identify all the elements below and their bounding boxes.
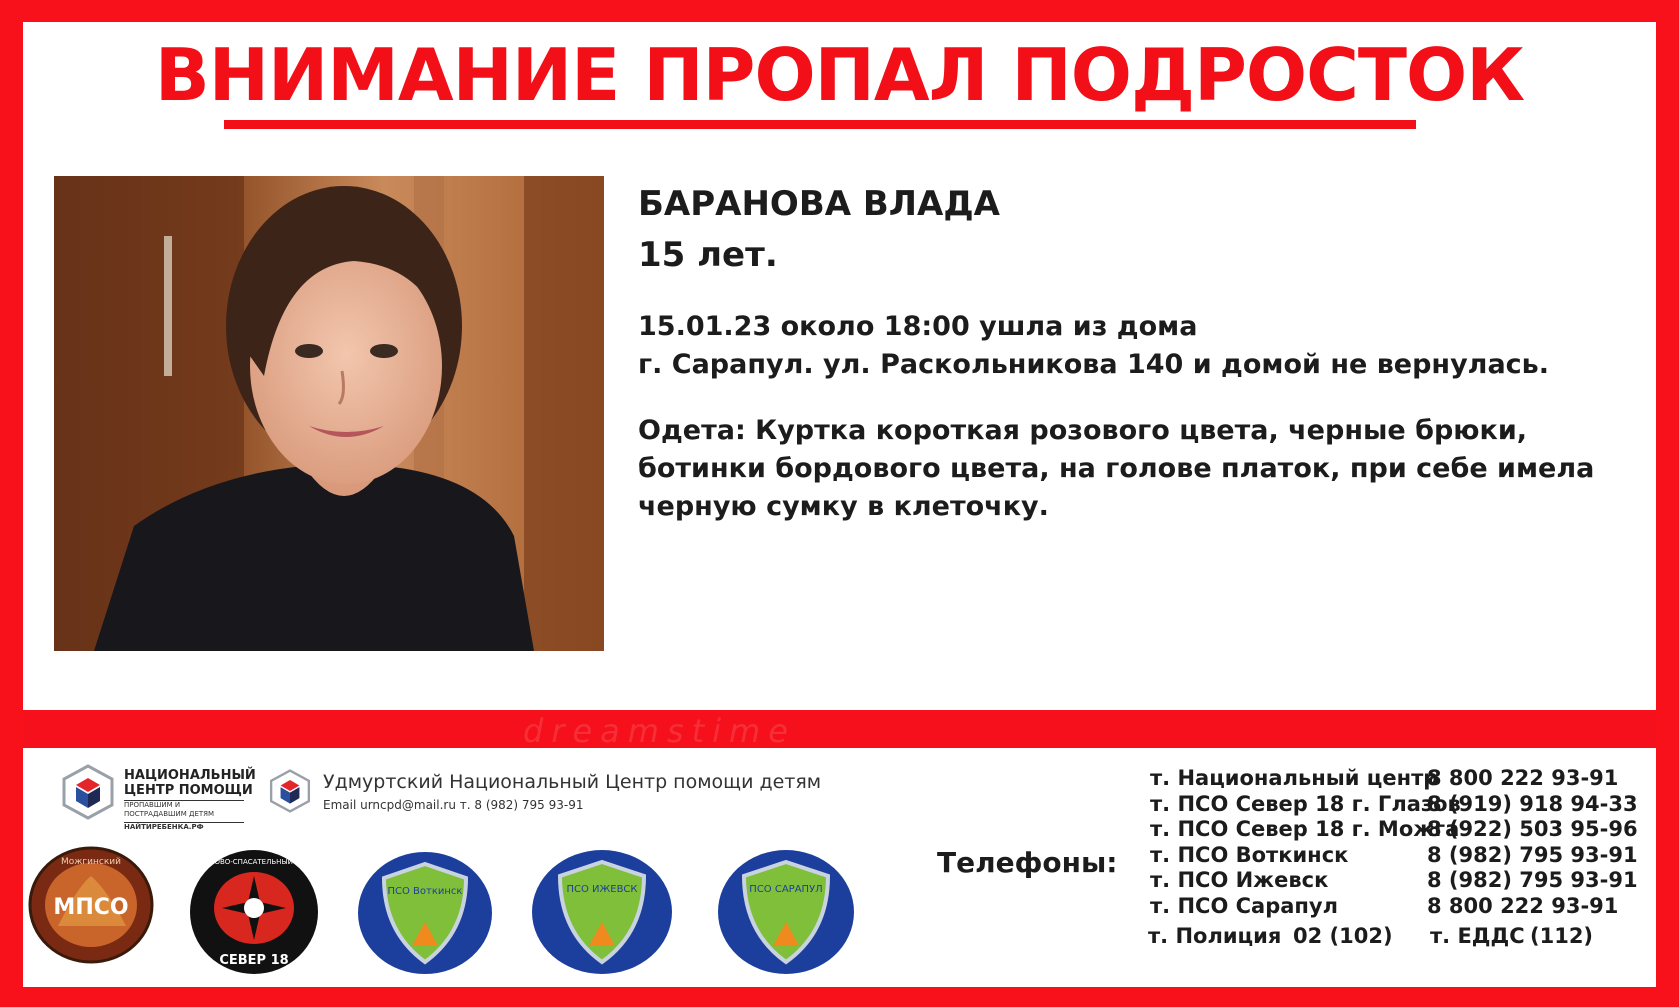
- phone-contact-name: т. ПСО Ижевск: [1150, 868, 1329, 892]
- logo-line: ЦЕНТР ПОМОЩИ: [124, 783, 253, 798]
- phones-label: Телефоны:: [937, 846, 1118, 879]
- phone-contact-name: т. Национальный центр: [1150, 766, 1439, 790]
- phone-row: [1150, 842, 1638, 869]
- title-underline: [224, 120, 1416, 129]
- person-info: [638, 178, 1638, 526]
- udmurt-center-block: [268, 766, 822, 820]
- phone-list: [1150, 766, 1638, 919]
- missing-person-photo: [54, 176, 604, 651]
- cube-logo-icon: [60, 764, 116, 820]
- clothing-description: [638, 412, 1638, 526]
- poster-title: ВНИМАНИЕ ПРОПАЛ ПОДРОСТОК: [154, 33, 1525, 117]
- person-name: БАРАНОВА ВЛАДА: [638, 184, 1000, 224]
- national-center-logo: [60, 762, 256, 831]
- pso-sarapul-emblem: [716, 848, 856, 976]
- phone-number: 8 800 222 93-91: [1427, 766, 1619, 790]
- circumstances-line: 15.01.23 около 18:00 ушла из дома: [638, 311, 1198, 342]
- phone-contact-name: т. ПСО Север 18 г. Можга: [1150, 817, 1460, 841]
- edds-phone: (112): [1530, 924, 1594, 948]
- pso-votkinsk-shield-icon: [356, 850, 494, 976]
- phone-row: [1150, 868, 1638, 894]
- pso-votkinsk-emblem: [356, 850, 494, 976]
- phone-row: [1150, 817, 1638, 843]
- pso-votkinsk-label: ПСО Воткинск: [387, 886, 463, 897]
- mpso-arc: Можгинский: [61, 857, 121, 867]
- phone-contact-name: т. ПСО Север 18 г. Глазов: [1150, 791, 1461, 816]
- clothing-line: черную сумку в клеточку.: [638, 491, 1049, 522]
- edds-label: т. ЕДДС: [1430, 924, 1525, 948]
- police-label: т. Полиция: [1148, 924, 1282, 948]
- phone-row: [1150, 791, 1638, 818]
- person-age: 15 лет.: [638, 235, 778, 275]
- logo-site: НАЙТИРЕБЕНКА.РФ: [124, 822, 244, 832]
- watermark-text: dreamstime: [523, 712, 796, 750]
- national-center-subtitle: [124, 800, 244, 832]
- cube-logo-icon: [268, 768, 312, 814]
- circumstances-line: г. Сарапул. ул. Раскольникова 140 и домой не вернулась.: [638, 349, 1549, 380]
- phone-number: 8 (922) 503 95-96: [1427, 817, 1638, 841]
- clothing-line: Одета: Куртка короткая розового цвета, черные брюки,: [638, 415, 1528, 446]
- udmurt-center-contact: Email urncpd@mail.ru т. 8 (982) 795 93-91: [323, 798, 584, 812]
- pso-sarapul-label: ПСО САРАПУЛ: [749, 884, 823, 895]
- phone-number: 8 (982) 795 93-91: [1427, 842, 1638, 867]
- circumstances: [638, 308, 1638, 384]
- sever18-arc: ПОИСКОВО-СПАСАТЕЛЬНЫЙ ОТРЯД: [188, 858, 320, 866]
- logo-subtitle: ПРОПАВШИМ И ПОСТРАДАВШИМ ДЕТЯМ: [124, 801, 215, 818]
- national-center-name: [124, 768, 256, 798]
- mpso-emblem: [28, 846, 154, 964]
- clothing-line: ботинки бордового цвета, на голове платок, при себе имела: [638, 453, 1595, 484]
- mpso-label: МПСО: [53, 895, 129, 920]
- pso-izhevsk-label: ПСО ИЖЕВСК: [566, 884, 638, 895]
- mpso-emblem-icon: [28, 846, 154, 964]
- sever18-emblem: [188, 848, 320, 976]
- photo-illustration: [54, 176, 604, 651]
- udmurt-center-name: Удмуртский Национальный Центр помощи детям: [323, 771, 822, 793]
- pso-sarapul-shield-icon: [716, 848, 856, 976]
- pso-izhevsk-emblem: [530, 848, 674, 976]
- sever18-emblem-icon: [188, 848, 320, 976]
- phone-row: [1150, 894, 1630, 920]
- police-phone: 02 (102): [1293, 924, 1393, 948]
- sever18-label: СЕВЕР 18: [219, 953, 289, 968]
- phone-contact-name: т. ПСО Воткинск: [1150, 842, 1349, 867]
- pso-izhevsk-shield-icon: [530, 848, 674, 976]
- phone-number: 8 800 222 93-91: [1427, 893, 1619, 918]
- phone-number: 8 (982) 795 93-91: [1427, 868, 1638, 892]
- phone-number: 8 (919) 918 94-33: [1427, 791, 1638, 816]
- red-band: [23, 710, 1656, 748]
- phone-contact-name: т. ПСО Сарапул: [1150, 893, 1338, 918]
- phone-row: [1150, 766, 1630, 792]
- logo-line: НАЦИОНАЛЬНЫЙ: [124, 768, 256, 783]
